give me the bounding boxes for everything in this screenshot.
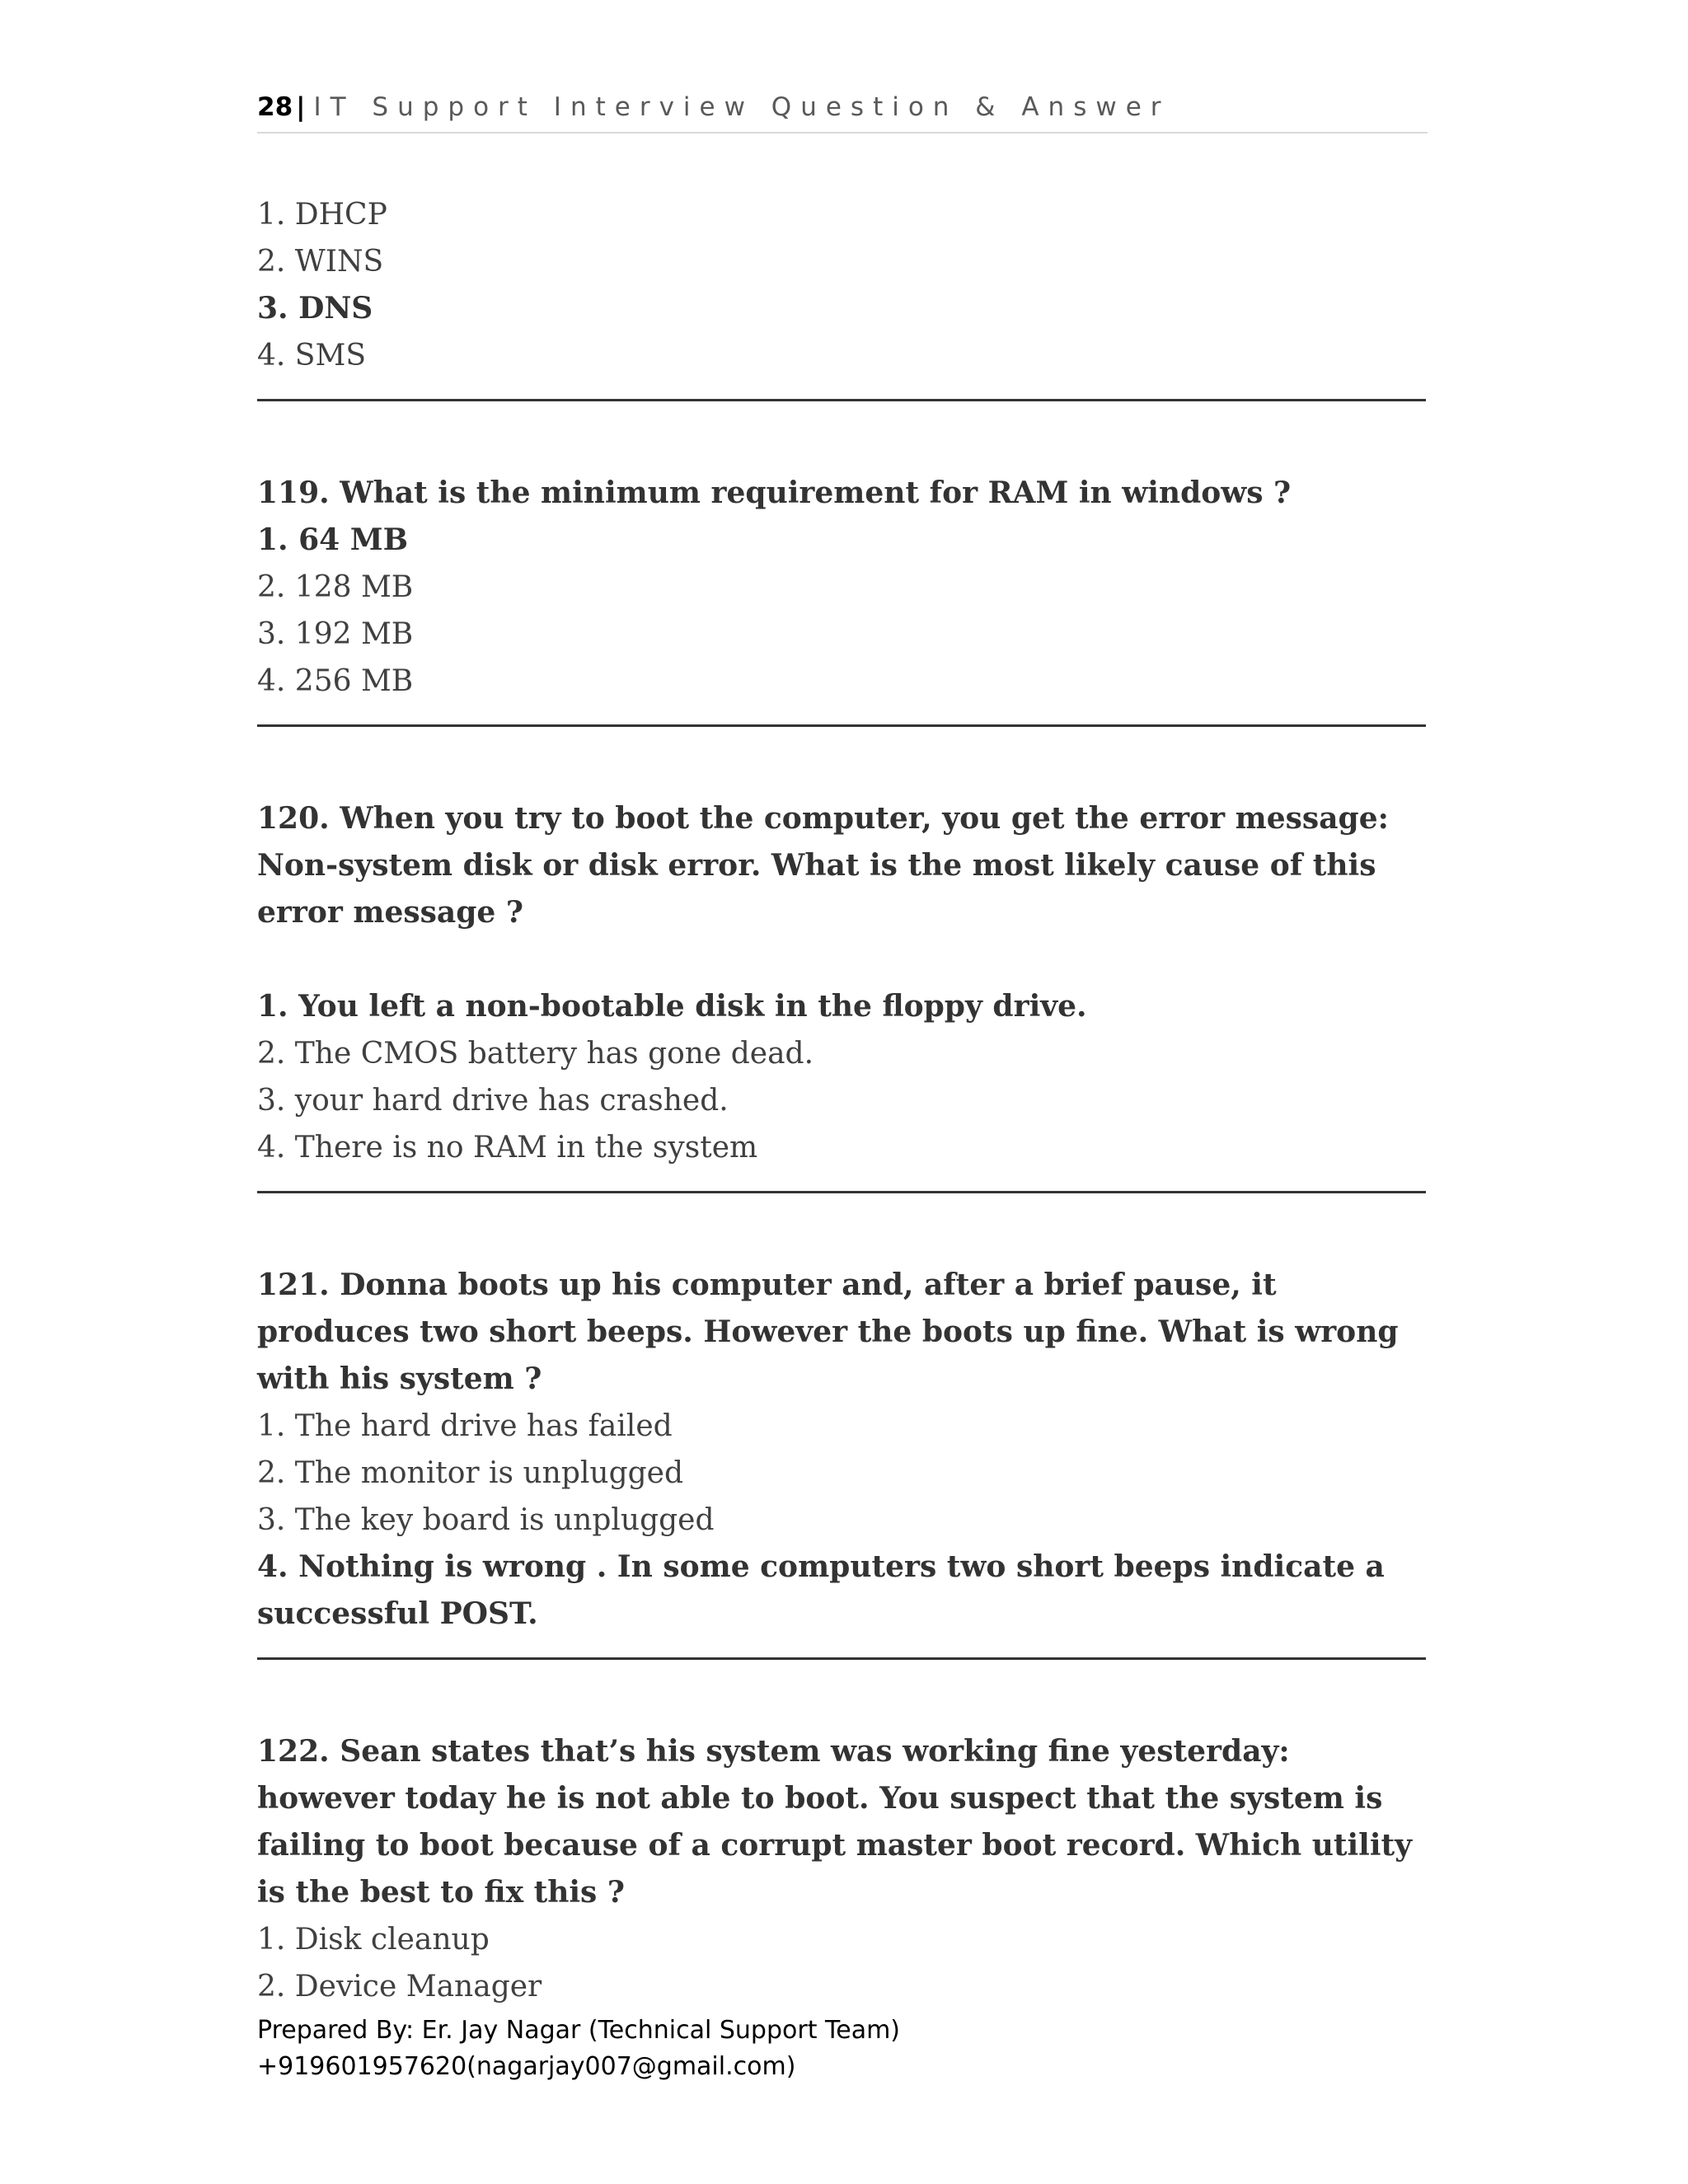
header-title: IT Support Interview Question & Answer [313, 92, 1170, 122]
divider [257, 724, 1426, 727]
question-text: 121. Donna boots up his computer and, after a brief pause, it produces two short beeps. However the boots up fine. What is wrong with his system ? [257, 1268, 1399, 1396]
footer-author: Prepared By: Er. Jay Nagar (Technical Support Team) [257, 2016, 900, 2045]
option: 2. The CMOS battery has gone dead. [257, 1037, 814, 1071]
option: 4. 256 MB [257, 664, 414, 698]
option: 4. SMS [257, 339, 366, 373]
option: 3. your hard drive has crashed. [257, 1084, 729, 1118]
option-correct: 3. DNS [257, 291, 373, 326]
option: 3. The key board is unplugged [257, 1503, 715, 1537]
question-text: 119. What is the minimum requirement for RAM in windows ? [257, 476, 1292, 510]
option: 2. Device Manager [257, 1970, 542, 2004]
spacer [257, 936, 1426, 983]
option: 3. 192 MB [257, 617, 414, 651]
divider [257, 399, 1426, 401]
option: 1. The hard drive has failed [257, 1409, 673, 1443]
question-121 [257, 1262, 1426, 1638]
option: 2. The monitor is unplugged [257, 1456, 684, 1490]
option: 4. There is no RAM in the system [257, 1131, 758, 1165]
question-120 [257, 795, 1426, 1171]
page-header [257, 92, 1428, 134]
divider [257, 1191, 1426, 1193]
question-119 [257, 470, 1426, 705]
footer-contact: +919601957620(nagarjay007@gmail.com) [257, 2052, 796, 2081]
question-122 [257, 1728, 1426, 2010]
question-text: 122. Sean states that’s his system was working fine yesterday: however today he is not able to boot. You suspect that the system is failing to boot because of a corrupt master boot record. Which utility is the best to fix this ? [257, 1734, 1413, 1910]
page-content [257, 191, 1426, 2010]
question-text: 120. When you try to boot the computer, you get the error message: Non-system disk or disk error. What is the most likely cause of this error message ? [257, 801, 1389, 930]
question-118-options [257, 191, 1426, 379]
option: 1. Disk cleanup [257, 1923, 490, 1957]
header-separator: | [296, 92, 306, 122]
document-page [257, 0, 1426, 2184]
option-correct: 1. 64 MB [257, 523, 409, 557]
option-correct: 4. Nothing is wrong . In some computers two short beeps indicate a successful POST. [257, 1549, 1385, 1631]
page-number: 28 [257, 92, 293, 122]
divider [257, 1657, 1426, 1660]
option: 2. WINS [257, 245, 384, 279]
option-correct: 1. You left a non-bootable disk in the floppy drive. [257, 989, 1087, 1024]
option: 2. 128 MB [257, 570, 414, 604]
page-footer [257, 2013, 900, 2085]
option: 1. DHCP [257, 198, 387, 232]
